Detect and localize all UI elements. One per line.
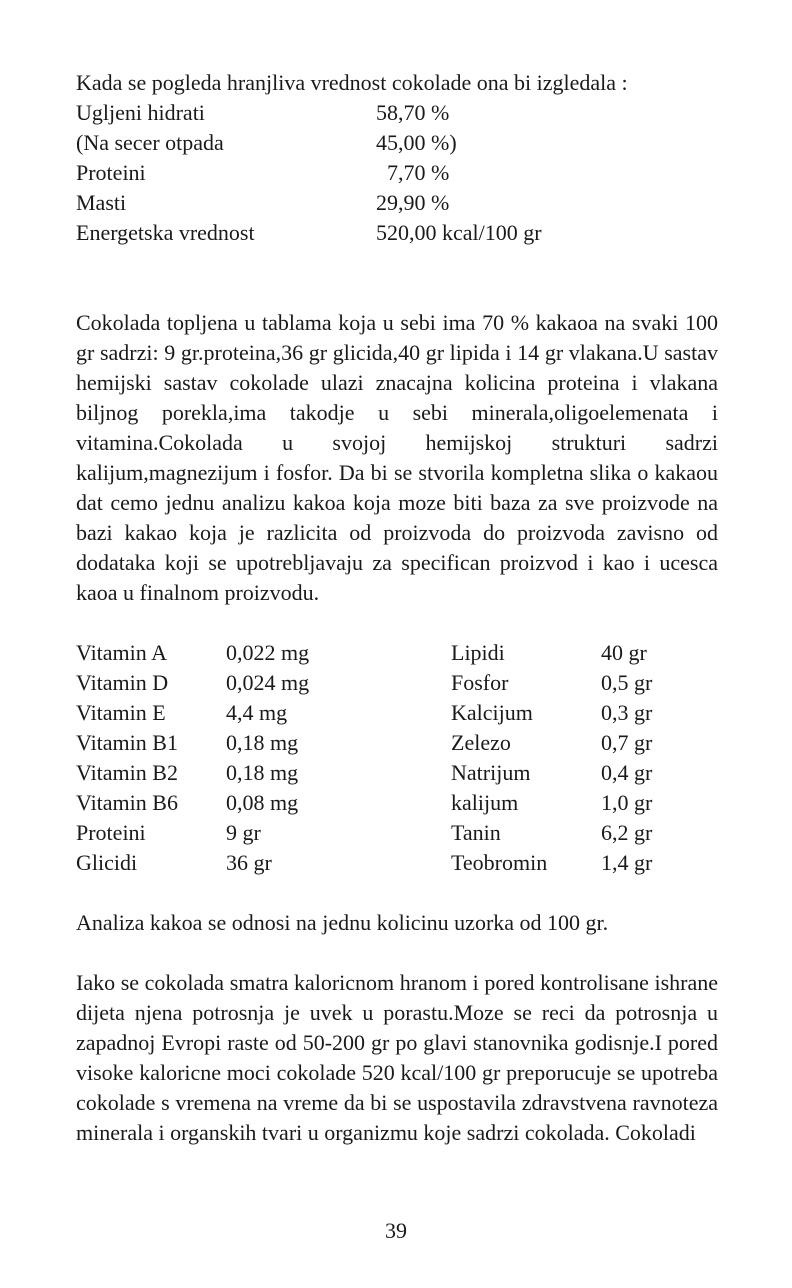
page-number: 39 [385,1218,407,1243]
table-cell-name: Zelezo [451,730,511,755]
table-cell-value: 0,022 mg [226,640,310,665]
page-body [76,68,718,1148]
table-cell-name: Vitamin B6 [76,790,178,815]
table-cell-name: Fosfor [451,670,509,695]
nutrition-row [76,128,718,158]
table-row [451,848,652,878]
nutrition-row [76,158,718,188]
table-row [76,668,451,698]
table-cell-name: Proteini [76,820,146,845]
table-row [451,818,652,848]
table-cell-name: Tanin [451,820,501,845]
table-row [76,728,451,758]
table-cell-value: 0,08 mg [226,790,299,815]
analysis-note: Analiza kakoa se odnosi na jednu kolicinu uzorka od 100 gr. [76,910,609,935]
paragraph-consumption: Iako se cokolada smatra kaloricnom hranom i pored kontrolisane ishrane dijeta njena potrosnja je uvek u porastu.Moze se reci da potrosnja u zapadnoj Evropi raste od 50-200 gr po glavi stanovnika godisnje.I pored visoke kaloricne moci cokolade 520 kcal/100 gr preporucuje se upotreba cokolade s vremena na vreme da bi se uspostavila zdravstvena ravnoteza minerala i organskih tvari u organizmu koje sadrzi cokolada. Cokoladi [76,970,718,1145]
paragraph-composition: Cokolada topljena u tablama koja u sebi ima 70 % kakaoa na svaki 100 gr sadrzi: 9 gr.proteina,36 gr glicida,40 gr lipida i 14 gr vlakana.U sastav hemijski sastav cokolade ulazi znacajna kolicina proteina i vlakana biljnog porekla,ima takodje u sebi minerala,oligoelemenata i vitamina.Cokolada u svojoj hemijskoj strukturi sadrzi kalijum,magnezijum i fosfor. Da bi se stvorila kompletna slika o kakaou dat cemo jednu analizu kakoa koja moze biti baza za sve proizvode na bazi kakao koja je razlicita od proizvoda do proizvoda zavisno od dodataka koji se upotrebljavaju za specifican proizvod i kao i ucesca kaoa u finalnom proizvodu. [76,310,718,605]
nutrition-row [76,218,718,248]
table-cell-name: Lipidi [451,640,505,665]
table-cell-value: 1,0 gr [601,790,653,815]
table-cell-value: 0,18 mg [226,730,299,755]
table-cell-value: 0,5 gr [601,670,653,695]
table-cell-value: 1,4 gr [601,850,653,875]
table-row [451,668,652,698]
table-cell-name: Vitamin B2 [76,760,178,785]
intro-line: Kada se pogleda hranjliva vrednost cokolade ona bi izgledala : [76,70,628,95]
analysis-column-right [451,638,652,878]
table-cell-value: 6,2 gr [601,820,653,845]
table-cell-name: Vitamin D [76,670,169,695]
table-cell-value: 0,4 gr [601,760,653,785]
table-cell-value: 0,18 mg [226,760,299,785]
table-row [451,728,652,758]
table-row [76,818,451,848]
nutrition-value: 7,70 % [376,160,450,185]
nutrition-row [76,188,718,218]
table-row [76,788,451,818]
table-cell-value: 40 gr [601,640,647,665]
analysis-table [76,638,718,878]
table-cell-value: 0,024 mg [226,670,310,695]
table-cell-name: Vitamin A [76,640,167,665]
table-row [451,758,652,788]
nutrition-label: Ugljeni hidrati [76,100,205,125]
nutrition-value: 29,90 % [376,190,450,215]
table-row [451,698,652,728]
table-cell-value: 9 gr [226,820,261,845]
table-row [451,788,652,818]
nutrition-label: Energetska vrednost [76,220,255,245]
table-cell-name: Glicidi [76,850,138,875]
nutrition-value: 520,00 kcal/100 gr [376,220,542,245]
nutrition-label: (Na secer otpada [76,130,224,155]
table-cell-name: Natrijum [451,760,531,785]
table-cell-name: Teobromin [451,850,548,875]
table-cell-value: 36 gr [226,850,272,875]
table-cell-name: Vitamin B1 [76,730,178,755]
table-row [76,698,451,728]
nutrition-row [76,98,718,128]
nutrition-label: Masti [76,190,127,215]
table-cell-name: Vitamin E [76,700,166,725]
analysis-column-left [76,638,451,878]
table-cell-name: Kalcijum [451,700,533,725]
table-row [76,638,451,668]
table-cell-value: 0,7 gr [601,730,653,755]
nutrition-list [76,98,718,248]
table-cell-name: kalijum [451,790,519,815]
table-cell-value: 0,3 gr [601,700,653,725]
nutrition-value: 45,00 %) [376,130,457,155]
table-row [451,638,652,668]
table-row [76,848,451,878]
nutrition-label: Proteini [76,160,146,185]
table-cell-value: 4,4 mg [226,700,288,725]
table-row [76,758,451,788]
nutrition-value: 58,70 % [376,100,450,125]
